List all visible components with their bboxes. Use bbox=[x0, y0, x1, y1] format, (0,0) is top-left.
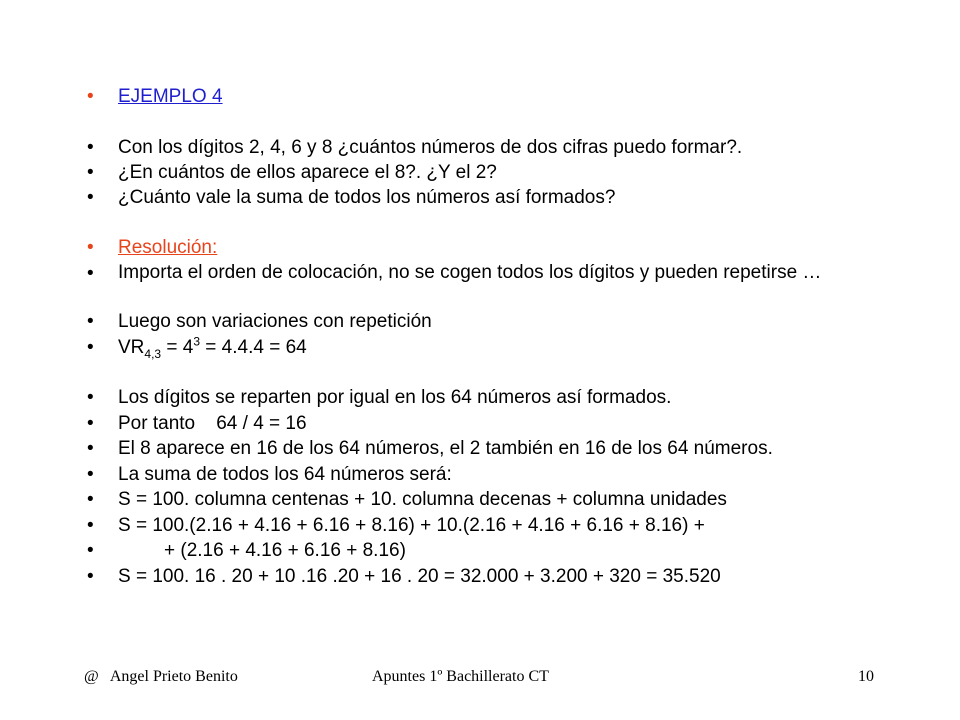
bullet: • bbox=[87, 489, 94, 510]
analysis-text: S = 100. columna centenas + 10. columna decenas + columna unidades bbox=[118, 489, 727, 510]
bullet: • bbox=[87, 337, 94, 358]
question-text: ¿Cuánto vale la suma de todos los números así formados? bbox=[118, 187, 616, 208]
resolution-heading: Resolución: bbox=[118, 237, 218, 258]
bullet: • bbox=[87, 438, 94, 459]
question-text: ¿En cuántos de ellos aparece el 8?. ¿Y el 2? bbox=[118, 162, 497, 183]
footer-course: Apuntes 1º Bachillerato CT bbox=[372, 668, 549, 685]
formula-exponent: 3 bbox=[193, 334, 201, 349]
analysis-text: + (2.16 + 4.16 + 6.16 + 8.16) bbox=[164, 540, 406, 561]
footer-page-number: 10 bbox=[858, 668, 874, 685]
formula-base: VR bbox=[118, 337, 145, 358]
bullet: • bbox=[87, 387, 94, 408]
formula-middle: = 4 bbox=[161, 337, 194, 358]
analysis-text: S = 100.(2.16 + 4.16 + 6.16 + 8.16) + 10.(2.16 + 4.16 + 6.16 + 8.16) + bbox=[118, 515, 705, 536]
bullet: • bbox=[87, 263, 94, 284]
bullet: • bbox=[87, 566, 94, 587]
bullet: • bbox=[87, 311, 94, 332]
bullet: • bbox=[87, 137, 94, 158]
analysis-text: El 8 aparece en 16 de los 64 números, el 2 también en 16 de los 64 números. bbox=[118, 438, 773, 459]
formula-subscript: 4,3 bbox=[144, 346, 162, 361]
analysis-text: S = 100. 16 . 20 + 10 .16 .20 + 16 . 20 = 32.000 + 3.200 + 320 = 35.520 bbox=[118, 566, 721, 587]
bullet: • bbox=[87, 515, 94, 536]
bullet: • bbox=[87, 162, 94, 183]
analysis-text: Por tanto 64 / 4 = 16 bbox=[118, 413, 307, 434]
analysis-text: Los dígitos se reparten por igual en los 64 números así formados. bbox=[118, 387, 672, 408]
example-heading: EJEMPLO 4 bbox=[118, 86, 223, 107]
bullet: • bbox=[87, 540, 94, 561]
bullet: • bbox=[87, 464, 94, 485]
resolution-text: Importa el orden de colocación, no se cogen todos los dígitos y pueden repetirse … bbox=[118, 262, 822, 283]
bullet: • bbox=[87, 86, 94, 107]
footer-author: @ Angel Prieto Benito bbox=[84, 668, 238, 685]
bullet: • bbox=[87, 237, 94, 258]
question-text: Con los dígitos 2, 4, 6 y 8 ¿cuántos números de dos cifras puedo formar?. bbox=[118, 137, 743, 158]
analysis-text: La suma de todos los 64 números será: bbox=[118, 464, 452, 485]
formula bbox=[118, 334, 918, 361]
bullet: • bbox=[87, 413, 94, 434]
bullet: • bbox=[87, 187, 94, 208]
resolution-text: Luego son variaciones con repetición bbox=[118, 311, 432, 332]
formula-end: = 4.4.4 = 64 bbox=[200, 337, 307, 358]
